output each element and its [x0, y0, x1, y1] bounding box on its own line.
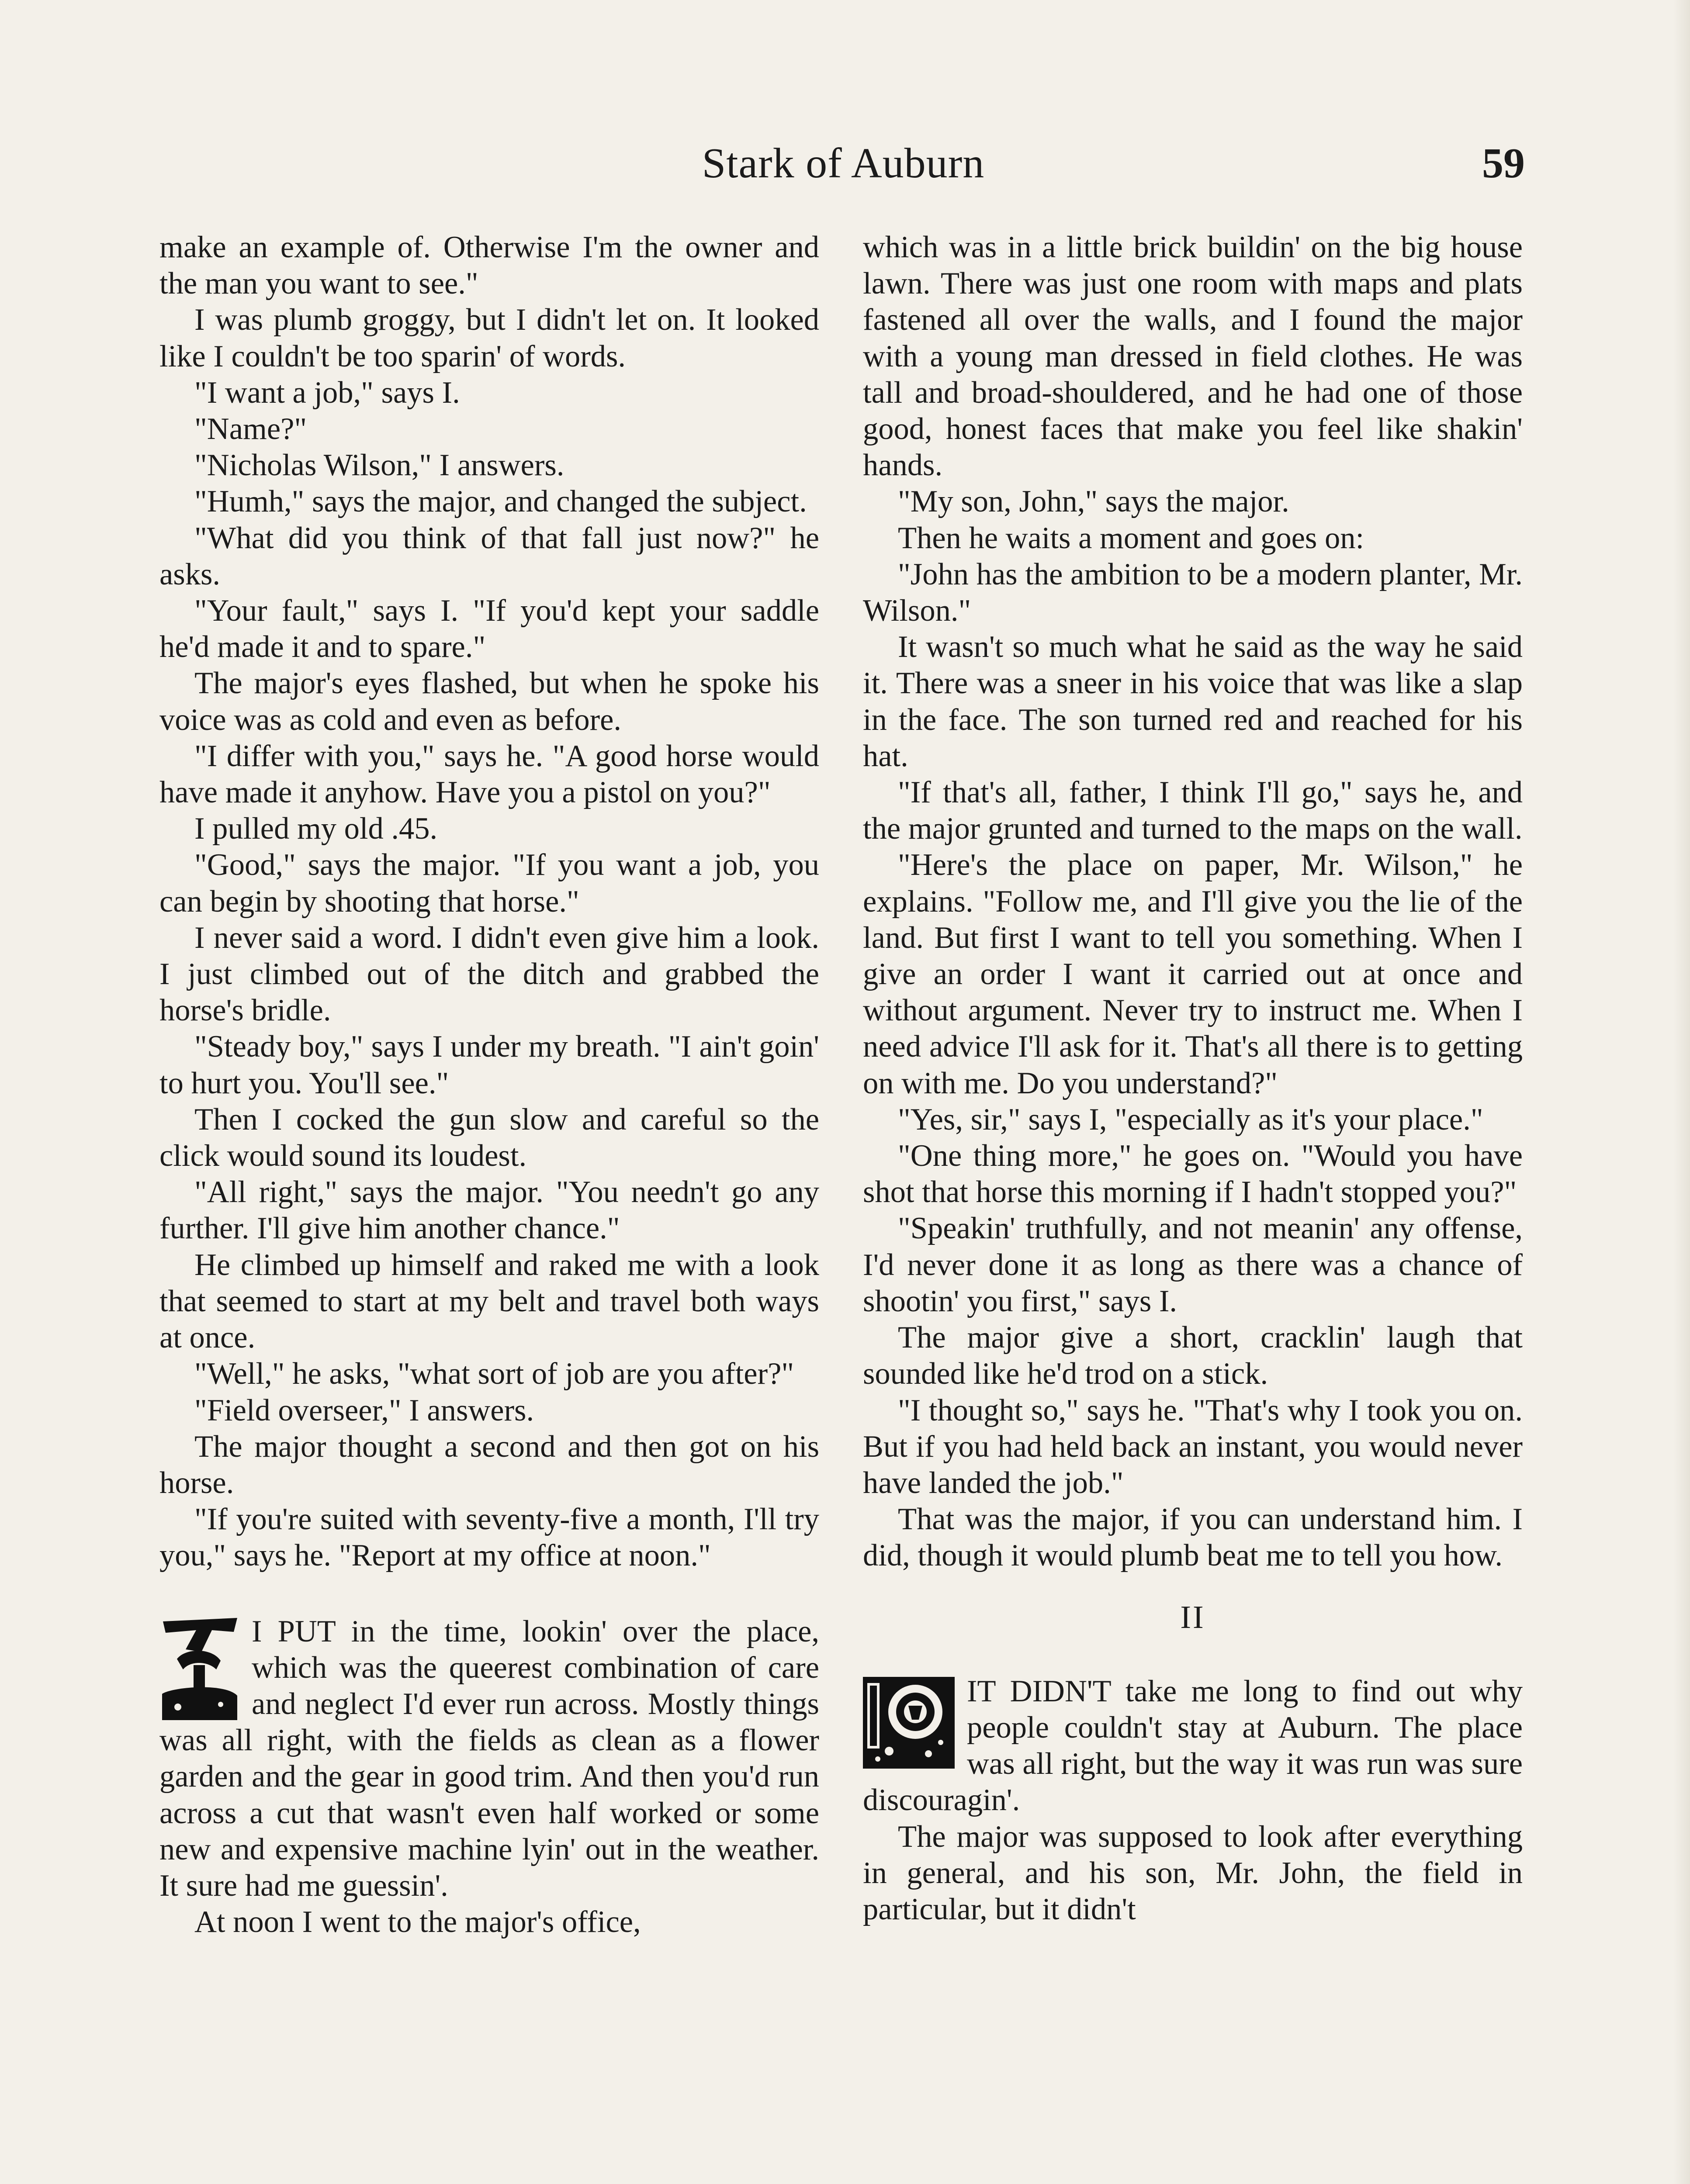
paragraph: "John has the ambition to be a modern planter, Mr. Wilson.": [863, 557, 1523, 628]
paragraph: "Speakin' truthfully, and not meanin' any offense, I'd never done it as long as there was a chance of shootin' you first," says I.: [863, 1211, 1523, 1318]
paragraph: which was in a little brick buildin' on the big house lawn. There was just one room with maps and plats fastened all over the walls, and I found the major with a young man dressed in field clothes. He was tall and broad-shouldered, and he had one of those good, honest faces that make you feel like shakin' hands.: [863, 230, 1523, 483]
paragraph: The major thought a second and then got on his horse.: [159, 1429, 819, 1500]
left-column: [159, 229, 819, 1940]
paragraph: "Humh," says the major, and changed the subject.: [194, 484, 807, 519]
paragraph: I pulled my old .45.: [194, 812, 438, 846]
paragraph: "What did you think of that fall just now?" he asks.: [159, 521, 819, 591]
paragraph: It wasn't so much what he said as the way he said it. There was a sneer in his voice that was like a slap in the face. The son turned red and reached for his hat.: [863, 630, 1523, 773]
section-break-block: [159, 1614, 819, 1941]
section-number: II: [1180, 1599, 1205, 1635]
paragraph: "Yes, sir," says I, "especially as it's your place.": [898, 1102, 1483, 1137]
paragraph: "Name?": [194, 412, 307, 446]
paragraph: The major's eyes flashed, but when he spoke his voice was as cold and even as before.: [159, 666, 819, 737]
paragraph: "Well," he asks, "what sort of job are you after?": [194, 1357, 794, 1391]
paragraph: "Good," says the major. "If you want a job, you can begin by shooting that horse.": [159, 848, 819, 919]
paragraph: He climbed up himself and raked me with a look that seemed to start at my belt and travel both ways at once.: [159, 1248, 819, 1355]
section-paragraph: At noon I went to the major's office,: [194, 1905, 641, 1939]
paragraph: "All right," says the major. "You needn't go any further. I'll give him another chance.": [159, 1175, 819, 1246]
section-paragraph: The major was supposed to look after everything in general, and his son, Mr. John, the field in particular, but it didn't: [863, 1819, 1523, 1926]
scan-edge-shadow: [1673, 0, 1690, 2184]
page-number: 59: [1482, 140, 1525, 187]
paragraph: "I differ with you," says he. "A good horse would have made it anyhow. Have you a pistol on you?": [159, 739, 819, 810]
section-paragraph: IT DIDN'T take me long to find out why people couldn't stay at Auburn. The place was all right, but the way it was run was sure discouragin'.: [863, 1674, 1523, 1818]
paragraph: Then I cocked the gun slow and careful so the click would sound its loudest.: [159, 1102, 819, 1173]
paragraph: The major give a short, cracklin' laugh that sounded like he'd trod on a stick.: [863, 1320, 1523, 1391]
section-paragraph: I PUT in the time, lookin' over the place, which was the queerest combination of care and neglect I'd ever run across. Mostly things was all right, with the fields as clean as a flower garden and the gear in good trim. And then you'd run across a cut that wasn't even half worked or some new and expensive machine lyin' out in the weather. It sure had me guessin'.: [159, 1614, 819, 1903]
right-column: [863, 229, 1523, 1928]
paragraph: "Here's the place on paper, Mr. Wilson," he explains. "Follow me, and I'll give you the lie of the land. But first I want to tell you something. When I give an order I want it carried out at once and without argument. Never try to instruct me. When I need advice I'll ask for it. That's all there is to getting on with me. Do you understand?": [863, 848, 1523, 1100]
paragraph: I never said a word. I didn't even give him a look. I just climbed out of the ditch and grabbed the horse's bridle.: [159, 920, 819, 1028]
paragraph: "One thing more," he goes on. "Would you have shot that horse this morning if I hadn't stopped you?": [863, 1139, 1523, 1209]
paragraph: "Your fault," says I. "If you'd kept your saddle he'd made it and to spare.": [159, 594, 819, 664]
ornamental-dropcap-icon: [159, 1617, 240, 1722]
paragraph: "If you're suited with seventy-five a month, I'll try you," says he. "Report at my office at noon.": [159, 1502, 819, 1573]
running-title: Stark of Auburn: [702, 140, 985, 187]
paragraph: "Nicholas Wilson," I answers.: [194, 448, 564, 483]
paragraph: "I thought so," says he. "That's why I took you on. But if you had held back an instant, you would never have landed the job.": [863, 1393, 1523, 1500]
paragraph: "My son, John," says the major.: [898, 484, 1289, 519]
paragraph: "I want a job," says I.: [194, 375, 460, 410]
ornamental-dropcap-icon: [863, 1677, 955, 1769]
paragraph: "Field overseer," I answers.: [194, 1393, 534, 1427]
paragraph: make an example of. Otherwise I'm the owner and the man you want to see.": [159, 230, 819, 301]
paragraph: "Steady boy," says I under my breath. "I ain't goin' to hurt you. You'll see.": [159, 1030, 819, 1100]
paragraph: "If that's all, father, I think I'll go," says he, and the major grunted and turned to the maps on the wall.: [863, 775, 1523, 846]
section-break-block: [863, 1673, 1523, 1928]
paragraph: I was plumb groggy, but I didn't let on. It looked like I couldn't be too sparin' of words.: [159, 303, 819, 373]
paragraph: Then he waits a moment and goes on:: [898, 521, 1364, 555]
paragraph: That was the major, if you can understand him. I did, though it would plumb beat me to tell you how.: [863, 1502, 1523, 1573]
